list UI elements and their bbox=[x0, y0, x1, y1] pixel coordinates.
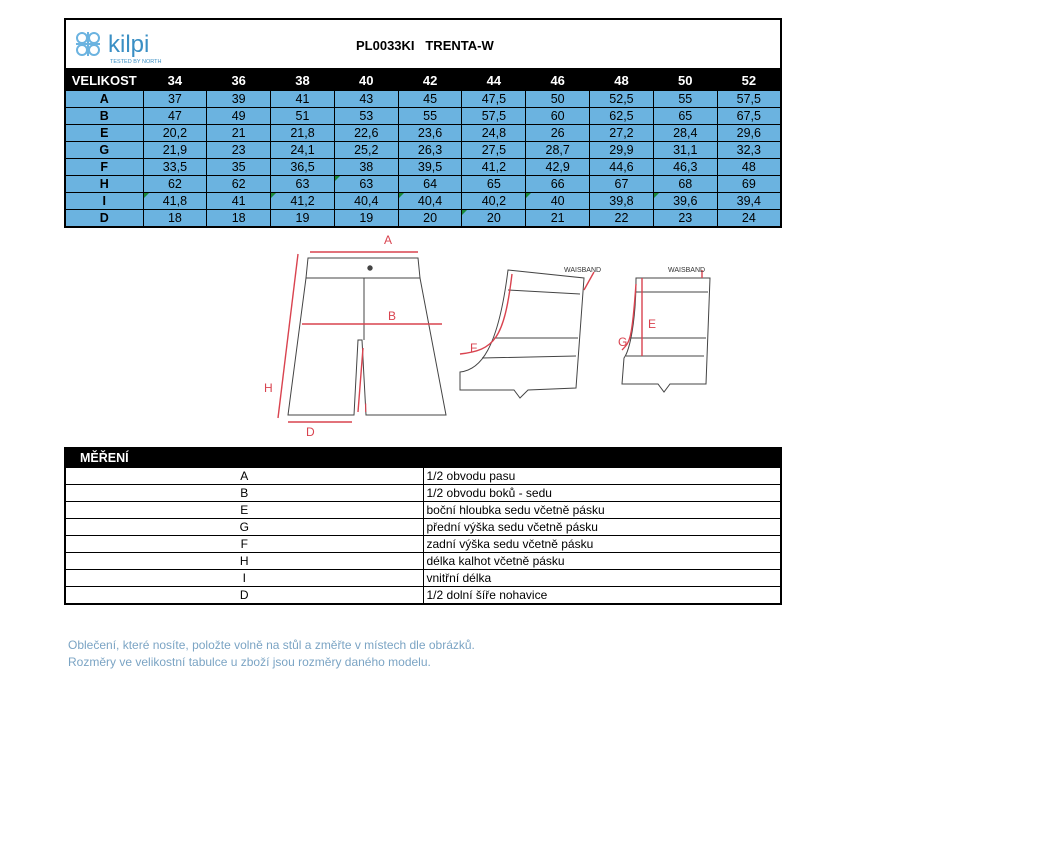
size-cell: 68 bbox=[653, 176, 717, 193]
size-cell: 50 bbox=[526, 91, 590, 108]
measurement-code: E bbox=[65, 502, 423, 519]
measurement-row bbox=[65, 553, 781, 570]
row-label: G bbox=[65, 142, 143, 159]
size-cell: 39,8 bbox=[590, 193, 654, 210]
size-cell: 64 bbox=[398, 176, 462, 193]
size-header-50: 50 bbox=[653, 71, 717, 91]
size-row-g bbox=[65, 142, 781, 159]
size-cell: 24,1 bbox=[271, 142, 335, 159]
measurement-description: 1/2 obvodu boků - sedu bbox=[423, 485, 781, 502]
measurements-header: MĚŘENÍ bbox=[65, 448, 781, 468]
size-cell: 47 bbox=[143, 108, 207, 125]
measurement-description: vnitřní délka bbox=[423, 570, 781, 587]
size-header-38: 38 bbox=[271, 71, 335, 91]
waistband-label-right: WAISBAND bbox=[668, 267, 706, 274]
label-b: B bbox=[388, 309, 397, 323]
measuring-notes bbox=[68, 637, 475, 671]
size-cell: 29,9 bbox=[590, 142, 654, 159]
size-cell: 21 bbox=[207, 125, 271, 142]
size-cell: 51 bbox=[271, 108, 335, 125]
size-cell: 36,5 bbox=[271, 159, 335, 176]
size-cell: 35 bbox=[207, 159, 271, 176]
size-cell: 18 bbox=[207, 210, 271, 228]
size-cell: 37 bbox=[143, 91, 207, 108]
size-row-a bbox=[65, 91, 781, 108]
size-cell: 41 bbox=[207, 193, 271, 210]
size-header-40: 40 bbox=[334, 71, 398, 91]
size-cell: 60 bbox=[526, 108, 590, 125]
size-cell: 24,8 bbox=[462, 125, 526, 142]
size-header-48: 48 bbox=[590, 71, 654, 91]
measurement-row bbox=[65, 468, 781, 485]
row-label: D bbox=[65, 210, 143, 228]
measurement-code: H bbox=[65, 553, 423, 570]
size-cell: 21,8 bbox=[271, 125, 335, 142]
measurement-row bbox=[65, 570, 781, 587]
size-cell: 33,5 bbox=[143, 159, 207, 176]
size-cell: 48 bbox=[717, 159, 781, 176]
size-cell: 65 bbox=[653, 108, 717, 125]
size-cell: 43 bbox=[334, 91, 398, 108]
note-line-2: Rozměry ve velikostní tabulce u zboží jsou rozměry daného modelu. bbox=[68, 655, 431, 669]
size-cell: 41,8 bbox=[143, 193, 207, 210]
size-cell: 39 bbox=[207, 91, 271, 108]
size-cell: 29,6 bbox=[717, 125, 781, 142]
size-cell: 21 bbox=[526, 210, 590, 228]
size-cell: 40,2 bbox=[462, 193, 526, 210]
size-cell: 18 bbox=[143, 210, 207, 228]
size-cell: 24 bbox=[717, 210, 781, 228]
size-header-44: 44 bbox=[462, 71, 526, 91]
measurement-row bbox=[65, 485, 781, 502]
size-row-i bbox=[65, 193, 781, 210]
size-row-f bbox=[65, 159, 781, 176]
size-cell: 40,4 bbox=[334, 193, 398, 210]
measurement-row bbox=[65, 536, 781, 553]
size-cell: 40 bbox=[526, 193, 590, 210]
size-header-34: 34 bbox=[143, 71, 207, 91]
measurement-description: zadní výška sedu včetně pásku bbox=[423, 536, 781, 553]
size-cell: 62 bbox=[207, 176, 271, 193]
label-e: E bbox=[648, 317, 657, 331]
size-cell: 41,2 bbox=[462, 159, 526, 176]
row-label: B bbox=[65, 108, 143, 125]
size-cell: 26,3 bbox=[398, 142, 462, 159]
label-g: G bbox=[618, 335, 628, 349]
svg-text:TESTED BY NORTH: TESTED BY NORTH bbox=[110, 59, 162, 65]
size-cell: 20 bbox=[398, 210, 462, 228]
measurement-code: D bbox=[65, 587, 423, 605]
size-cell: 39,4 bbox=[717, 193, 781, 210]
size-cell: 62 bbox=[143, 176, 207, 193]
measurement-code: F bbox=[65, 536, 423, 553]
size-header-36: 36 bbox=[207, 71, 271, 91]
label-a: A bbox=[384, 233, 393, 247]
measurement-row bbox=[65, 502, 781, 519]
side-view-left bbox=[460, 270, 584, 398]
sheet-header bbox=[64, 18, 782, 70]
size-cell: 25,2 bbox=[334, 142, 398, 159]
size-header-row bbox=[65, 71, 781, 91]
size-cell: 55 bbox=[398, 108, 462, 125]
measurement-description: 1/2 dolní šíře nohavice bbox=[423, 587, 781, 605]
size-cell: 23 bbox=[207, 142, 271, 159]
size-cell: 28,4 bbox=[653, 125, 717, 142]
size-cell: 27,2 bbox=[590, 125, 654, 142]
row-label: H bbox=[65, 176, 143, 193]
measurement-description: délka kalhot včetně pásku bbox=[423, 553, 781, 570]
size-cell: 65 bbox=[462, 176, 526, 193]
size-cell: 20,2 bbox=[143, 125, 207, 142]
row-label: F bbox=[65, 159, 143, 176]
size-cell: 41 bbox=[271, 91, 335, 108]
size-cell: 62,5 bbox=[590, 108, 654, 125]
svg-text:kilpi: kilpi bbox=[108, 31, 150, 58]
size-cell: 52,5 bbox=[590, 91, 654, 108]
size-cell: 20 bbox=[462, 210, 526, 228]
size-header-42: 42 bbox=[398, 71, 462, 91]
size-cell: 38 bbox=[334, 159, 398, 176]
size-cell: 32,3 bbox=[717, 142, 781, 159]
label-i: I bbox=[364, 401, 368, 415]
size-cell: 41,2 bbox=[271, 193, 335, 210]
size-cell: 22,6 bbox=[334, 125, 398, 142]
size-cell: 63 bbox=[334, 176, 398, 193]
size-cell: 47,5 bbox=[462, 91, 526, 108]
measurement-code: G bbox=[65, 519, 423, 536]
front-waistband bbox=[306, 258, 420, 278]
size-cell: 57,5 bbox=[717, 91, 781, 108]
size-cell: 39,6 bbox=[653, 193, 717, 210]
size-row-h bbox=[65, 176, 781, 193]
size-corner-label: VELIKOST bbox=[65, 71, 143, 91]
size-row-d bbox=[65, 210, 781, 228]
size-cell: 44,6 bbox=[590, 159, 654, 176]
size-cell: 21,9 bbox=[143, 142, 207, 159]
size-cell: 28,7 bbox=[526, 142, 590, 159]
size-cell: 66 bbox=[526, 176, 590, 193]
product-code: PL0033KI TRENTA-W bbox=[356, 38, 494, 53]
measurement-code: B bbox=[65, 485, 423, 502]
size-cell: 22 bbox=[590, 210, 654, 228]
size-cell: 19 bbox=[334, 210, 398, 228]
measurement-description: boční hloubka sedu včetně pásku bbox=[423, 502, 781, 519]
size-row-b bbox=[65, 108, 781, 125]
note-line-1: Oblečení, které nosíte, položte volně na stůl a změřte v místech dle obrázků. bbox=[68, 638, 475, 652]
size-cell: 63 bbox=[271, 176, 335, 193]
size-cell: 69 bbox=[717, 176, 781, 193]
size-cell: 46,3 bbox=[653, 159, 717, 176]
label-h: H bbox=[264, 381, 273, 395]
measurement-row bbox=[65, 587, 781, 605]
size-row-e bbox=[65, 125, 781, 142]
size-table bbox=[64, 70, 782, 228]
label-f: F bbox=[470, 341, 478, 355]
size-cell: 23 bbox=[653, 210, 717, 228]
size-cell: 67,5 bbox=[717, 108, 781, 125]
size-cell: 31,1 bbox=[653, 142, 717, 159]
measurement-row bbox=[65, 519, 781, 536]
size-cell: 67 bbox=[590, 176, 654, 193]
row-label: E bbox=[65, 125, 143, 142]
size-cell: 27,5 bbox=[462, 142, 526, 159]
size-cell: 55 bbox=[653, 91, 717, 108]
size-cell: 42,9 bbox=[526, 159, 590, 176]
size-cell: 49 bbox=[207, 108, 271, 125]
measurements-table bbox=[64, 447, 782, 605]
kilpi-logo bbox=[72, 24, 182, 66]
size-header-52: 52 bbox=[717, 71, 781, 91]
size-cell: 23,6 bbox=[398, 125, 462, 142]
shorts-measurement-diagram bbox=[258, 230, 728, 440]
size-cell: 40,4 bbox=[398, 193, 462, 210]
size-cell: 39,5 bbox=[398, 159, 462, 176]
size-cell: 53 bbox=[334, 108, 398, 125]
waistband-label-left: WAISBAND bbox=[564, 267, 602, 274]
label-d: D bbox=[306, 425, 315, 439]
front-shorts-outline bbox=[288, 278, 446, 415]
size-header-46: 46 bbox=[526, 71, 590, 91]
measurement-code: I bbox=[65, 570, 423, 587]
size-cell: 57,5 bbox=[462, 108, 526, 125]
size-cell: 26 bbox=[526, 125, 590, 142]
measurement-description: přední výška sedu včetně pásku bbox=[423, 519, 781, 536]
measurement-description: 1/2 obvodu pasu bbox=[423, 468, 781, 485]
row-label: A bbox=[65, 91, 143, 108]
size-cell: 19 bbox=[271, 210, 335, 228]
measurement-code: A bbox=[65, 468, 423, 485]
size-cell: 45 bbox=[398, 91, 462, 108]
row-label: I bbox=[65, 193, 143, 210]
